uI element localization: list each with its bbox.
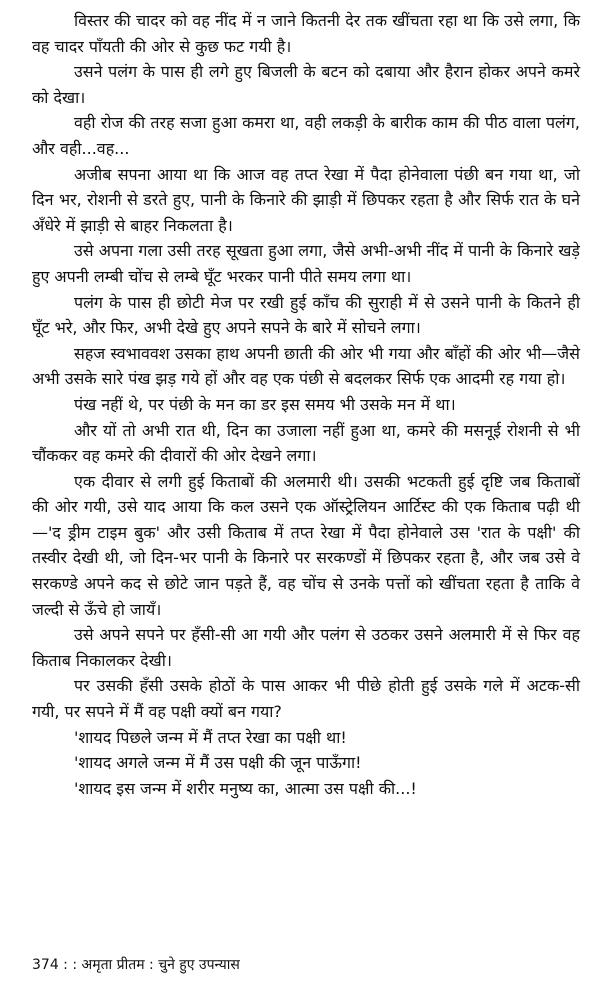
paragraph: 'शायद इस जन्म में शरीर मनुष्य का, आत्मा उस पक्षी की...! — [74, 778, 417, 798]
paragraph: और यों तो अभी रात थी, दिन का उजाला नहीं हुआ था, कमरे की मसनूई रोशनी से भी चौंककर वह कमरे की दीवारों की ओर देखने लगा। — [32, 420, 580, 466]
paragraph: पलंग के पास ही छोटी मेज पर रखी हुई काँच की सुराही में से उसने पानी के कितने ही घूँट भरे, और फिर, अभी देखे हुए अपने सपने के बारे में सोचने लगा। — [32, 292, 580, 338]
page-body — [32, 8, 580, 801]
paragraph: 'शायद अगले जन्म में मैं उस पक्षी की जून पाऊँगा! — [74, 753, 362, 773]
paragraph: 'शायद पिछले जन्म में मैं तप्त रेखा का पक्षी था! — [74, 727, 347, 747]
paragraph: विस्तर की चादर को वह नींद में न जाने कितनी देर तक खींचता रहा था कि उसे लगा, कि वह चादर पाँयती की ओर से कुछ फट गयी है। — [32, 11, 580, 56]
page-footer: 374 : : अमृता प्रीतम : चुने हुए उपन्यास — [32, 957, 240, 973]
paragraph: पर उसकी हँसी उसके होठों के पास आकर भी पीछे होती हुई उसके गले में अटक-सी गयी, पर सपने में मैं वह पक्षी क्यों बन गया? — [32, 676, 580, 722]
paragraph: सहज स्वभाववश उसका हाथ अपनी छाती की ओर भी गया और बाँहों की ओर भी—जैसे अभी उसके सारे पंख झड़ गये हों और वह एक पंछी से बदलकर सिर्फ एक आदमी रह गया हो। — [32, 343, 580, 389]
paragraph: एक दीवार से लगी हुई किताबों की अलमारी थी। उसकी भटकती हुई दृष्टि जब किताबों की ओर गयी, उसे याद आया कि कल उसने एक ऑस्ट्रेलियन आर्टिस्ट की एक किताब पढ़ी थी—'द ड्रीम टाइम बुक' और उसी किताब में तप्त रेखा में पैदा होनेवाले उस 'रात के पक्षी' की तस्वीर देखी थी, जो दिन-भर पानी के किनारे पर सरकण्डों में छिपकर रहता है, और जब उसे वे सरकण्डे अपने कद से छोटे जान पड़ते हैं, वह चोंच से उनके पत्तों को खींचता रहता है ताकि वे जल्दी से ऊँचे हो जायँ। — [32, 471, 580, 619]
paragraph: उसने पलंग के पास ही लगे हुए बिजली के बटन को दबाया और हैरान होकर अपने कमरे को देखा। — [32, 62, 580, 107]
paragraph: उसे अपने सपने पर हँसी-सी आ गयी और पलंग से उठकर उसने अलमारी में से फिर वह किताब निकालकर देखी। — [32, 625, 580, 670]
paragraph: वही रोज की तरह सजा हुआ कमरा था, वही लकड़ी के बारीक काम की पीठ वाला पलंग, और वही...वह... — [32, 113, 580, 158]
paragraph: अजीब सपना आया था कि आज वह तप्त रेखा में पैदा होनेवाला पंछी बन गया था, जो दिन भर, रोशनी से डरते हुए, पानी के किनारे की झाड़ी में छिपकर रहता है और सिर्फ रात के घने अँधेरे में झाड़ी से बाहर निकलता है। — [32, 164, 580, 235]
paragraph: उसे अपना गला उसी तरह सूखता हुआ लगा, जैसे अभी-अभी नींद में पानी के किनारे खड़े हुए अपनी लम्बी चोंच से लम्बे घूँट भरकर पानी पीते समय लगा था। — [32, 241, 580, 286]
paragraph: पंख नहीं थे, पर पंछी के मन का डर इस समय भी उसके मन में था। — [74, 394, 456, 414]
